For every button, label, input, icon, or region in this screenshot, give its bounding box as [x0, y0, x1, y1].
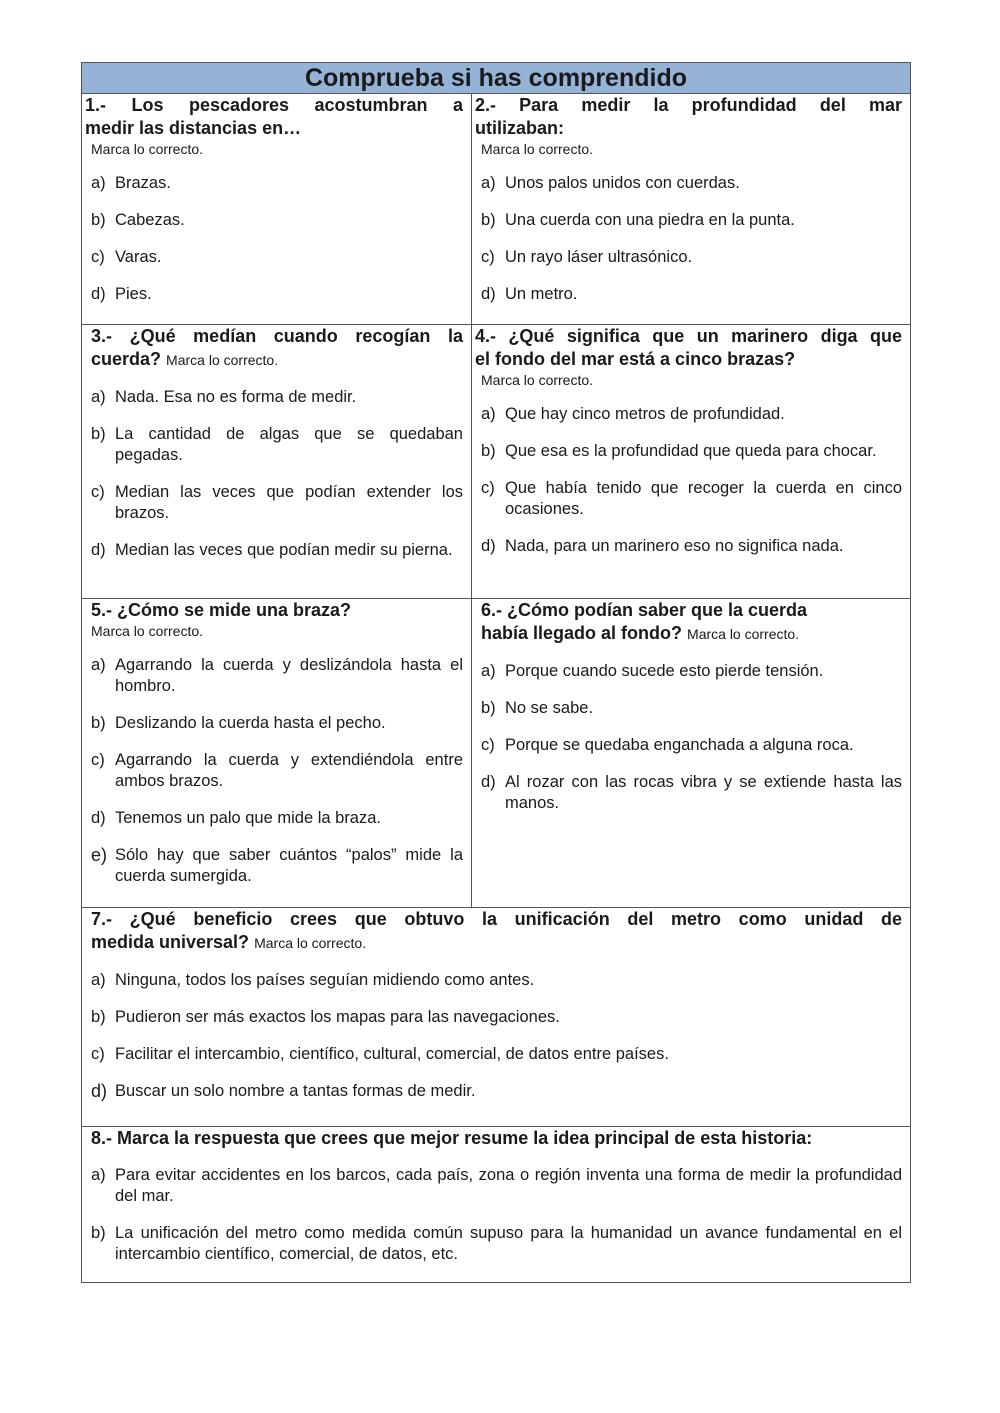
- question-7-prompt: 7.- ¿Qué beneficio crees que obtuvo la unificación del metro como unidad de medida universal? Marca lo correcto.: [91, 909, 902, 952]
- instruction: Marca lo correcto.: [481, 372, 594, 388]
- option[interactable]: c) Varas.: [91, 248, 162, 266]
- question-5-prompt: 5.- ¿Cómo se mide una braza?: [91, 600, 352, 620]
- question-2: [471, 94, 910, 324]
- question-3-options: [85, 387, 463, 561]
- question-8-options: [85, 1165, 902, 1265]
- option[interactable]: a) Que hay cinco metros de profundidad.: [481, 405, 785, 423]
- question-5-options: [85, 655, 463, 887]
- option[interactable]: b) La unificación del metro como medida común supuso para la humanidad un avance fundamental en el intercambio científico, comercial, de datos, etc.: [91, 1224, 902, 1263]
- question-1-prompt: 1.- Los pescadores acostumbran a medir las distancias en…: [85, 95, 463, 138]
- row-3: [82, 599, 910, 908]
- option[interactable]: b) Cabezas.: [91, 211, 185, 229]
- option[interactable]: a) Porque cuando sucede esto pierde tensión.: [481, 662, 824, 680]
- question-1: [82, 94, 471, 324]
- row-5: [82, 1127, 910, 1282]
- option[interactable]: c) Un rayo láser ultrasónico.: [481, 248, 693, 266]
- option[interactable]: c) Porque se quedaba enganchada a alguna roca.: [481, 736, 854, 754]
- option[interactable]: d) Median las veces que podían medir su pierna.: [91, 541, 453, 559]
- instruction: Marca lo correcto.: [254, 935, 367, 951]
- option[interactable]: d) Tenemos un palo que mide la braza.: [91, 809, 381, 827]
- question-6-options: [475, 661, 902, 814]
- option[interactable]: b) No se sabe.: [481, 699, 594, 717]
- question-4-options: [475, 404, 902, 557]
- question-7: [82, 908, 910, 1126]
- option[interactable]: b) La cantidad de algas que se quedaban pegadas.: [91, 425, 463, 464]
- question-7-options: [85, 970, 902, 1102]
- question-3-prompt: 3.- ¿Qué medían cuando recogían la cuerda? Marca lo correcto.: [91, 326, 463, 369]
- row-2: [82, 325, 910, 599]
- question-4: [471, 325, 910, 598]
- option[interactable]: d) Buscar un solo nombre a tantas formas de medir.: [91, 1081, 476, 1101]
- instruction: Marca lo correcto.: [166, 352, 279, 368]
- question-2-options: [475, 173, 902, 305]
- option[interactable]: a) Para evitar accidentes en los barcos, cada país, zona o región inventa una forma de medir la profundidad del mar.: [91, 1166, 902, 1205]
- row-4: [82, 908, 910, 1127]
- question-6-prompt: 6.- ¿Cómo podían saber que la cuerda había llegado al fondo? Marca lo correcto.: [481, 600, 808, 643]
- option[interactable]: c) Facilitar el intercambio, científico, cultural, comercial, de datos entre países.: [91, 1045, 669, 1063]
- worksheet-table: [81, 62, 911, 1283]
- option[interactable]: b) Deslizando la cuerda hasta el pecho.: [91, 714, 386, 732]
- option[interactable]: a) Ninguna, todos los países seguían midiendo como antes.: [91, 971, 535, 989]
- instruction: Marca lo correcto.: [91, 623, 204, 639]
- question-3: [82, 325, 471, 598]
- question-8: [82, 1127, 910, 1282]
- option[interactable]: a) Unos palos unidos con cuerdas.: [481, 174, 740, 192]
- question-8-prompt: 8.- Marca la respuesta que crees que mejor resume la idea principal de esta historia:: [91, 1128, 813, 1148]
- option[interactable]: b) Una cuerda con una piedra en la punta.: [481, 211, 795, 229]
- option[interactable]: c) Que había tenido que recoger la cuerda en cinco ocasiones.: [481, 479, 902, 518]
- option[interactable]: d) Pies.: [91, 285, 152, 303]
- option[interactable]: d) Un metro.: [481, 285, 578, 303]
- question-5: [82, 599, 471, 907]
- option[interactable]: e) Sólo hay que saber cuántos “palos” mide la cuerda sumergida.: [91, 845, 463, 885]
- option[interactable]: b) Pudieron ser más exactos los mapas para las navegaciones.: [91, 1008, 560, 1026]
- question-1-options: [85, 173, 463, 305]
- row-1: [82, 94, 910, 325]
- instruction: Marca lo correcto.: [481, 141, 594, 157]
- question-4-prompt: 4.- ¿Qué significa que un marinero diga que el fondo del mar está a cinco brazas?: [475, 326, 902, 369]
- option[interactable]: a) Agarrando la cuerda y deslizándola hasta el hombro.: [91, 656, 463, 695]
- worksheet-title: Comprueba si has comprendido: [82, 63, 910, 94]
- option[interactable]: a) Nada. Esa no es forma de medir.: [91, 388, 357, 406]
- instruction: Marca lo correcto.: [687, 626, 800, 642]
- option[interactable]: d) Al rozar con las rocas vibra y se extiende hasta las manos.: [481, 773, 902, 812]
- instruction: Marca lo correcto.: [91, 141, 204, 157]
- option[interactable]: a) Brazas.: [91, 174, 171, 192]
- question-2-prompt: 2.- Para medir la profundidad del mar utilizaban:: [475, 95, 902, 138]
- option[interactable]: c) Agarrando la cuerda y extendiéndola entre ambos brazos.: [91, 751, 463, 790]
- option[interactable]: d) Nada, para un marinero eso no significa nada.: [481, 537, 844, 555]
- option[interactable]: b) Que esa es la profundidad que queda para chocar.: [481, 442, 877, 460]
- question-6: [471, 599, 910, 907]
- option[interactable]: c) Median las veces que podían extender los brazos.: [91, 483, 463, 522]
